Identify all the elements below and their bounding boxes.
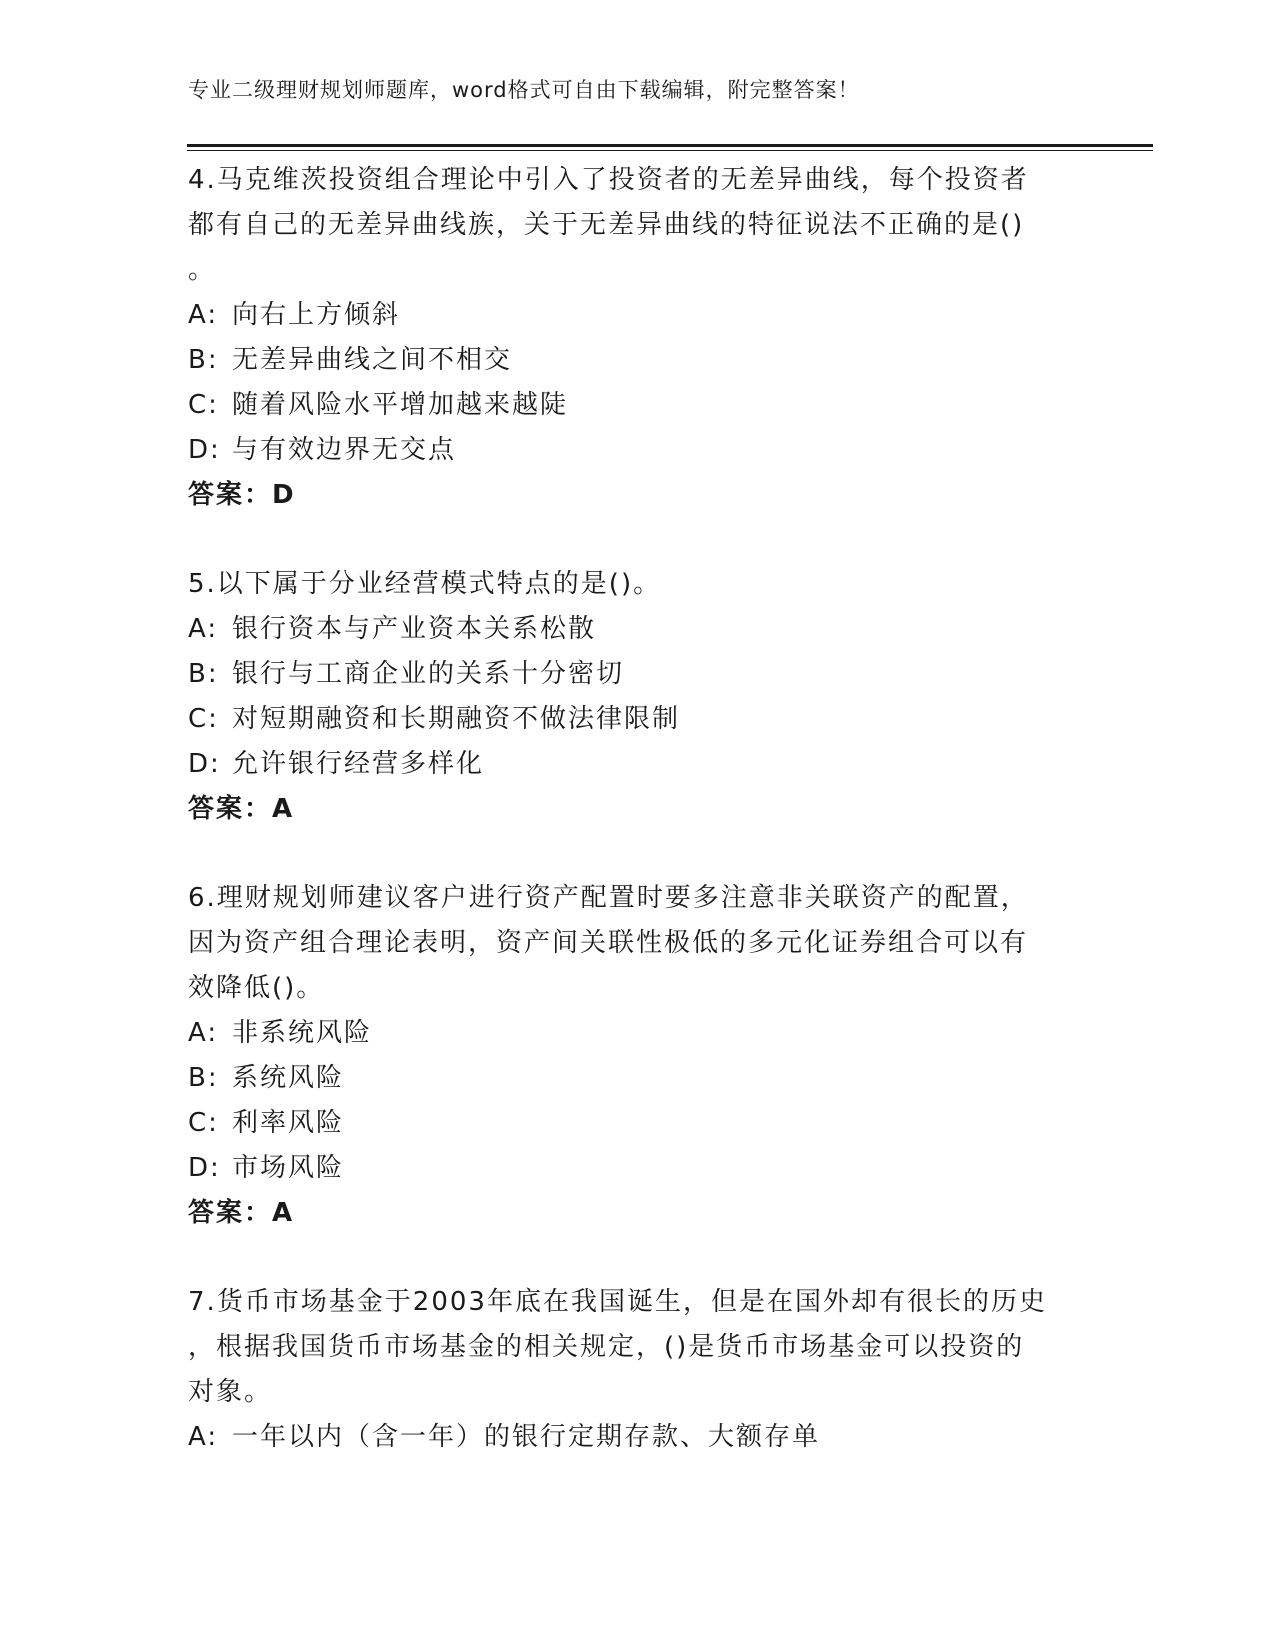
answer-line: 答案：A <box>188 794 295 824</box>
option-letter: C: <box>188 390 219 420</box>
option-letter: D: <box>188 749 221 779</box>
question-5 <box>188 562 1088 832</box>
option-text: 利率风险 <box>232 1108 345 1138</box>
option-letter: D: <box>188 1153 221 1183</box>
header-rule-thick <box>187 144 1153 147</box>
question-text-line: 对象。 <box>188 1377 273 1407</box>
question-6 <box>188 876 1088 1236</box>
document-header: 专业二级理财规划师题库，word格式可自由下载编辑，附完整答案！ <box>188 78 860 102</box>
question-text-line: 都有自己的无差异曲线族，关于无差异曲线的特征说法不正确的是() <box>188 210 1025 240</box>
option-b <box>188 338 1088 383</box>
answer-line: 答案：A <box>188 1198 295 1228</box>
option-d <box>188 428 1088 473</box>
option-text: 非系统风险 <box>232 1018 373 1048</box>
option-letter: C: <box>188 1108 219 1138</box>
question-text-line: 因为资产组合理论表明，资产间关联性极低的多元化证券组合可以有 <box>188 928 1029 958</box>
option-text: 无差异曲线之间不相交 <box>232 345 513 375</box>
option-a <box>188 1415 1088 1460</box>
option-letter: B: <box>188 345 219 375</box>
option-c <box>188 383 1088 428</box>
option-text: 随着风险水平增加越来越陡 <box>232 390 569 420</box>
option-text: 市场风险 <box>232 1153 345 1183</box>
option-b <box>188 652 1088 697</box>
question-spacer <box>188 518 1088 562</box>
answer-line: 答案：D <box>188 480 296 510</box>
option-b <box>188 1056 1088 1101</box>
option-a <box>188 293 1088 338</box>
option-text: 系统风险 <box>232 1063 345 1093</box>
question-text-line: 7.货币市场基金于2003年底在我国诞生，但是在国外却有很长的历史 <box>188 1287 1047 1317</box>
question-text-line: 4.马克维茨投资组合理论中引入了投资者的无差异曲线，每个投资者 <box>188 165 1029 195</box>
option-d <box>188 1146 1088 1191</box>
question-text-line: 5.以下属于分业经营模式特点的是()。 <box>188 569 662 599</box>
option-letter: B: <box>188 659 219 689</box>
option-text: 允许银行经营多样化 <box>232 749 485 779</box>
question-7 <box>188 1280 1088 1460</box>
option-d <box>188 742 1088 787</box>
question-text-line: 效降低()。 <box>188 973 325 1003</box>
option-letter: C: <box>188 704 219 734</box>
option-text: 对短期融资和长期融资不做法律限制 <box>232 704 681 734</box>
header-rule-thin <box>187 150 1153 151</box>
option-letter: D: <box>188 435 221 465</box>
question-text-line: 6.理财规划师建议客户进行资产配置时要多注意非关联资产的配置， <box>188 883 1029 913</box>
option-a <box>188 607 1088 652</box>
question-spacer <box>188 832 1088 876</box>
question-4 <box>188 158 1088 518</box>
option-letter: A: <box>188 1018 219 1048</box>
option-text: 银行与工商企业的关系十分密切 <box>232 659 625 689</box>
option-a <box>188 1011 1088 1056</box>
option-letter: B: <box>188 1063 219 1093</box>
option-text: 向右上方倾斜 <box>232 300 401 330</box>
question-text-line: 。 <box>188 255 217 285</box>
option-text: 一年以内（含一年）的银行定期存款、大额存单 <box>232 1422 821 1452</box>
option-c <box>188 697 1088 742</box>
option-letter: A: <box>188 1422 219 1452</box>
question-list <box>188 158 1088 1460</box>
question-text-line: ，根据我国货币市场基金的相关规定，()是货币市场基金可以投资的 <box>188 1332 1025 1362</box>
option-letter: A: <box>188 300 219 330</box>
option-text: 与有效边界无交点 <box>232 435 457 465</box>
question-spacer <box>188 1236 1088 1280</box>
option-text: 银行资本与产业资本关系松散 <box>232 614 597 644</box>
option-letter: A: <box>188 614 219 644</box>
option-c <box>188 1101 1088 1146</box>
